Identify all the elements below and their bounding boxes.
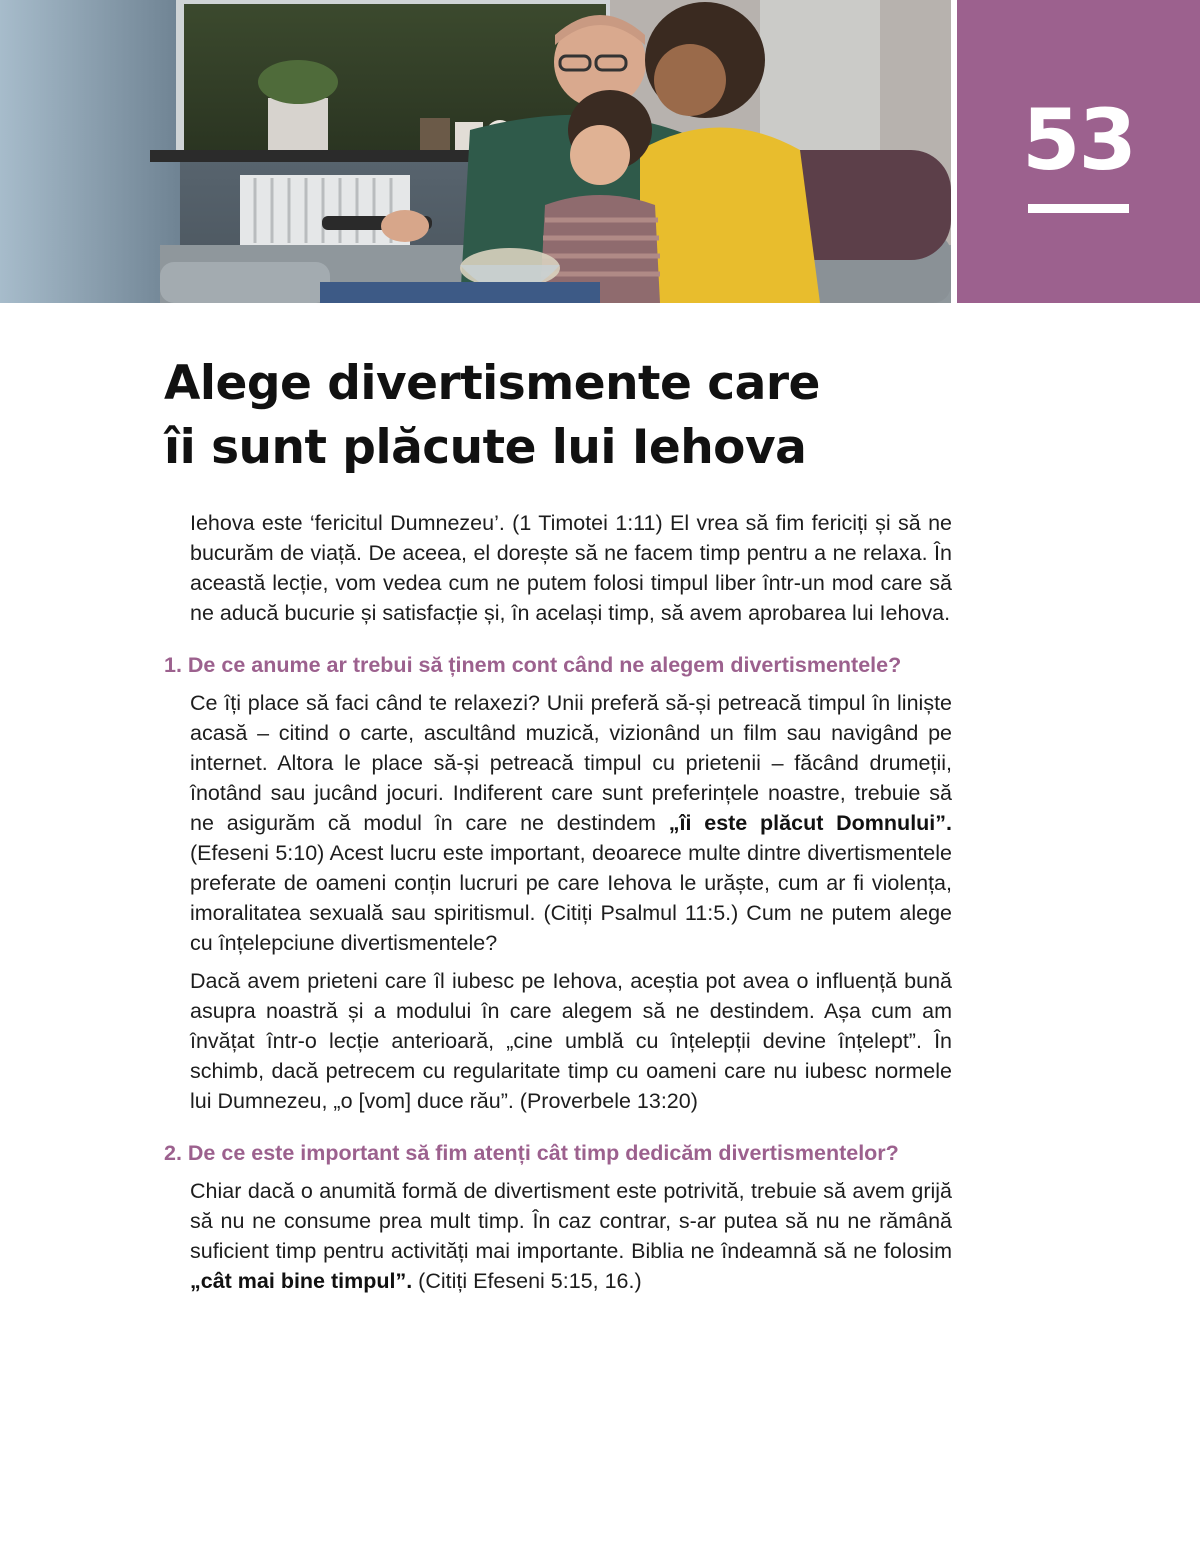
- section-1-p1-emphasis: „îi este plăcut Domnului”.: [668, 811, 952, 835]
- page-title-line-2: îi sunt plăcute lui Iehova: [164, 420, 807, 475]
- section-2-p1-text-before: Chiar dacă o anumită formă de divertisment este potrivită, trebuie să avem grijă să nu ne consume prea mult timp. În caz contrar, s-ar putea să nu ne rămână suficient timp pentru activități mai importante. Biblia ne îndeamnă să ne folosim: [190, 1179, 952, 1263]
- section-1-p1-text-before: Ce îți place să faci când te relaxezi? Unii preferă să-și petreacă timpul în liniște acasă – citind o carte, ascultând muzică, vizionând un film sau navigând pe internet. Altora le place să-și petreacă timpul cu prietenii – făcând drumeții, înotând sau jucând jocuri. Indiferent care sunt preferințele noastre, trebuie să ne asigurăm că modul în care ne destindem: [190, 691, 952, 835]
- intro-paragraph: Iehova este ‘fericitul Dumnezeu’. (1 Timotei 1:11) El vrea să fim fericiți și să ne bucurăm de viață. De aceea, el dorește să ne facem timp pentru a ne relaxa. În această lecție, vom vedea cum ne putem folosi timpul liber într-un mod care să ne aducă bucurie și satisfacție și, în același timp, să avem aprobarea lui Iehova.: [190, 511, 952, 625]
- section-2-p1-text-after: (Citiți Efeseni 5:15, 16.): [412, 1269, 642, 1293]
- lesson-number-panel: [957, 0, 1200, 303]
- section-1-p1-text-after: (Efeseni 5:10) Acest lucru este important, deoarece multe dintre divertismentele preferate de oameni conțin lucruri pe care Iehova le urăște, cum ar fi violența, imoralitatea sexuală sau spiritismul. (Citiți Psalmul 11:5.) Cum ne putem alege cu înțelepciune divertismentele?: [190, 841, 952, 955]
- page-title: [164, 352, 964, 480]
- section-2-p1-emphasis: „cât mai bine timpul”.: [190, 1269, 413, 1293]
- family-watching-tv-illustration: [0, 0, 951, 303]
- section-1-paragraph-2: Dacă avem prieteni care îl iubesc pe Iehova, aceștia pot avea o influență bună asupra noastră și a modului în care alegem să ne destindem. Așa cum am învățat într-o lecție anterioară, „cine umblă cu înțelepții devine înțelept”. În schimb, dacă petrecem cu regularitate timp cu oameni care nu iubesc normele lui Dumnezeu, „o [vom] duce rău”. (Proverbele 13:20): [190, 969, 952, 1113]
- section-2-paragraph-1: [190, 1176, 952, 1296]
- page-title-line-1: Alege divertismente care: [164, 356, 820, 411]
- lesson-number-underline: [1028, 204, 1129, 213]
- section-1-paragraph-1: [190, 688, 952, 958]
- section-2-question: 2. De ce este important să fim atenți cât timp dedicăm divertismentelor?: [164, 1141, 899, 1165]
- header-photo: [0, 0, 951, 303]
- lesson-content: [164, 508, 952, 1296]
- lesson-number: 53: [1022, 91, 1135, 189]
- section-1-question: 1. De ce anume ar trebui să ținem cont când ne alegem divertismentele?: [164, 653, 902, 677]
